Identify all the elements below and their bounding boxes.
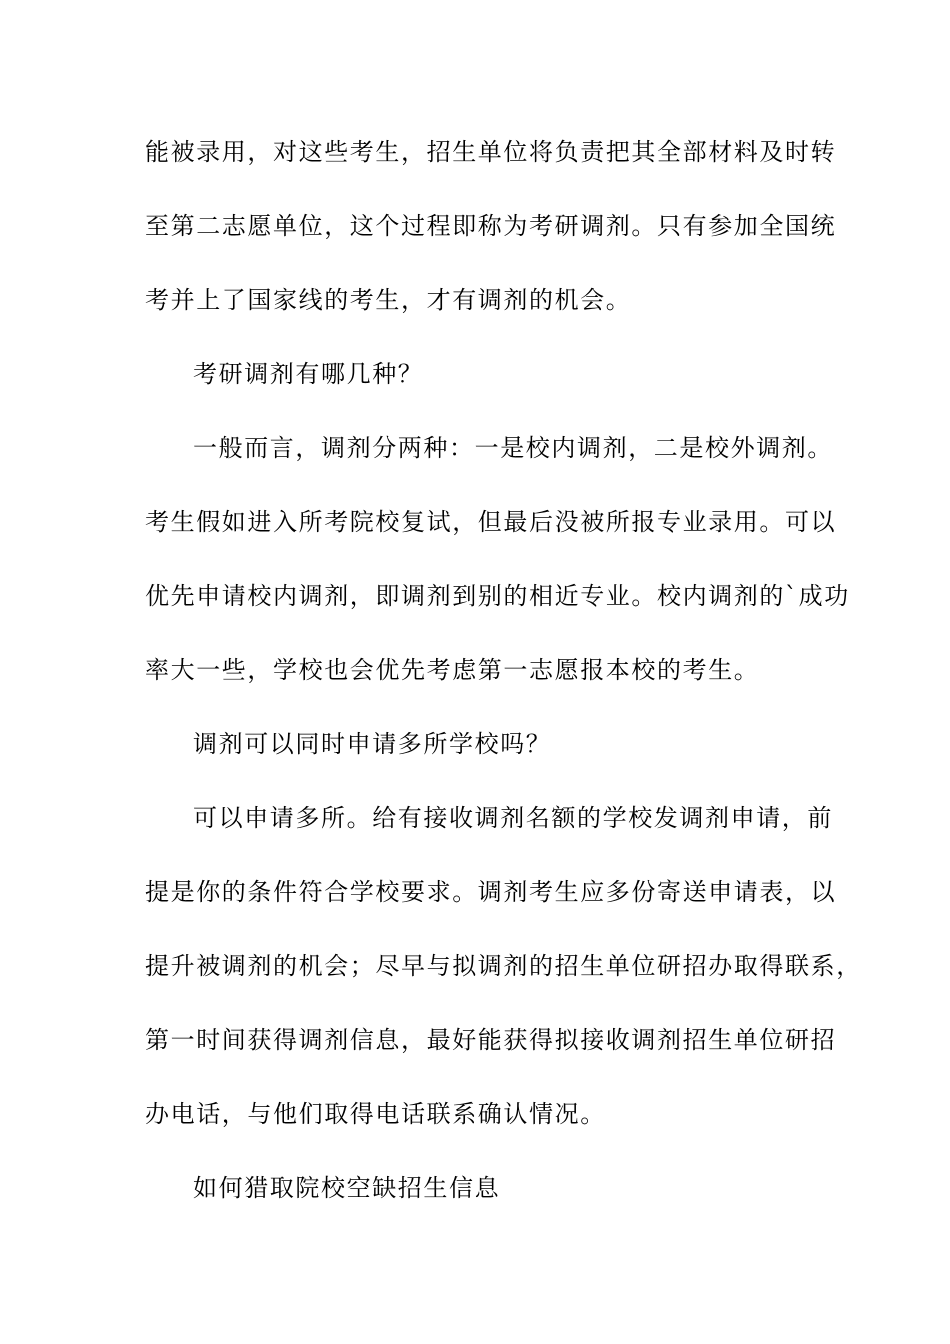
section-heading: 如何猎取院校空缺招生信息 (193, 1174, 501, 1202)
paragraph-line: 能被录用，对这些考生，招生单位将负责把其全部材料及时转 (145, 138, 837, 166)
paragraph-line: 办电话，与他们取得电话联系确认情况。 (145, 1100, 606, 1128)
paragraph-line: 至第二志愿单位，这个过程即称为考研调剂。只有参加全国统 (145, 212, 837, 240)
paragraph-line: 率大一些，学校也会优先考虑第一志愿报本校的考生。 (145, 656, 760, 684)
paragraph-line: 考并上了国家线的考生，才有调剂的机会。 (145, 286, 632, 314)
paragraph-line: 考生假如进入所考院校复试，但最后没被所报专业录用。可以 (145, 508, 837, 536)
paragraph-line: 第一时间获得调剂信息，最好能获得拟接收调剂招生单位研招 (145, 1026, 837, 1054)
paragraph-line: 提升被调剂的机会；尽早与拟调剂的招生单位研招办取得联系， (145, 952, 862, 980)
paragraph-line: 一般而言，调剂分两种：一是校内调剂，二是校外调剂。 (193, 434, 833, 462)
paragraph-line: 优先申请校内调剂，即调剂到别的相近专业。校内调剂的`成功 (145, 582, 850, 610)
paragraph-line: 提是你的条件符合学校要求。调剂考生应多份寄送申请表，以 (145, 878, 837, 906)
section-heading: 考研调剂有哪几种？ (193, 360, 424, 388)
paragraph-line: 可以申请多所。给有接收调剂名额的学校发调剂申请，前 (193, 804, 833, 832)
section-heading: 调剂可以同时申请多所学校吗？ (193, 730, 552, 758)
